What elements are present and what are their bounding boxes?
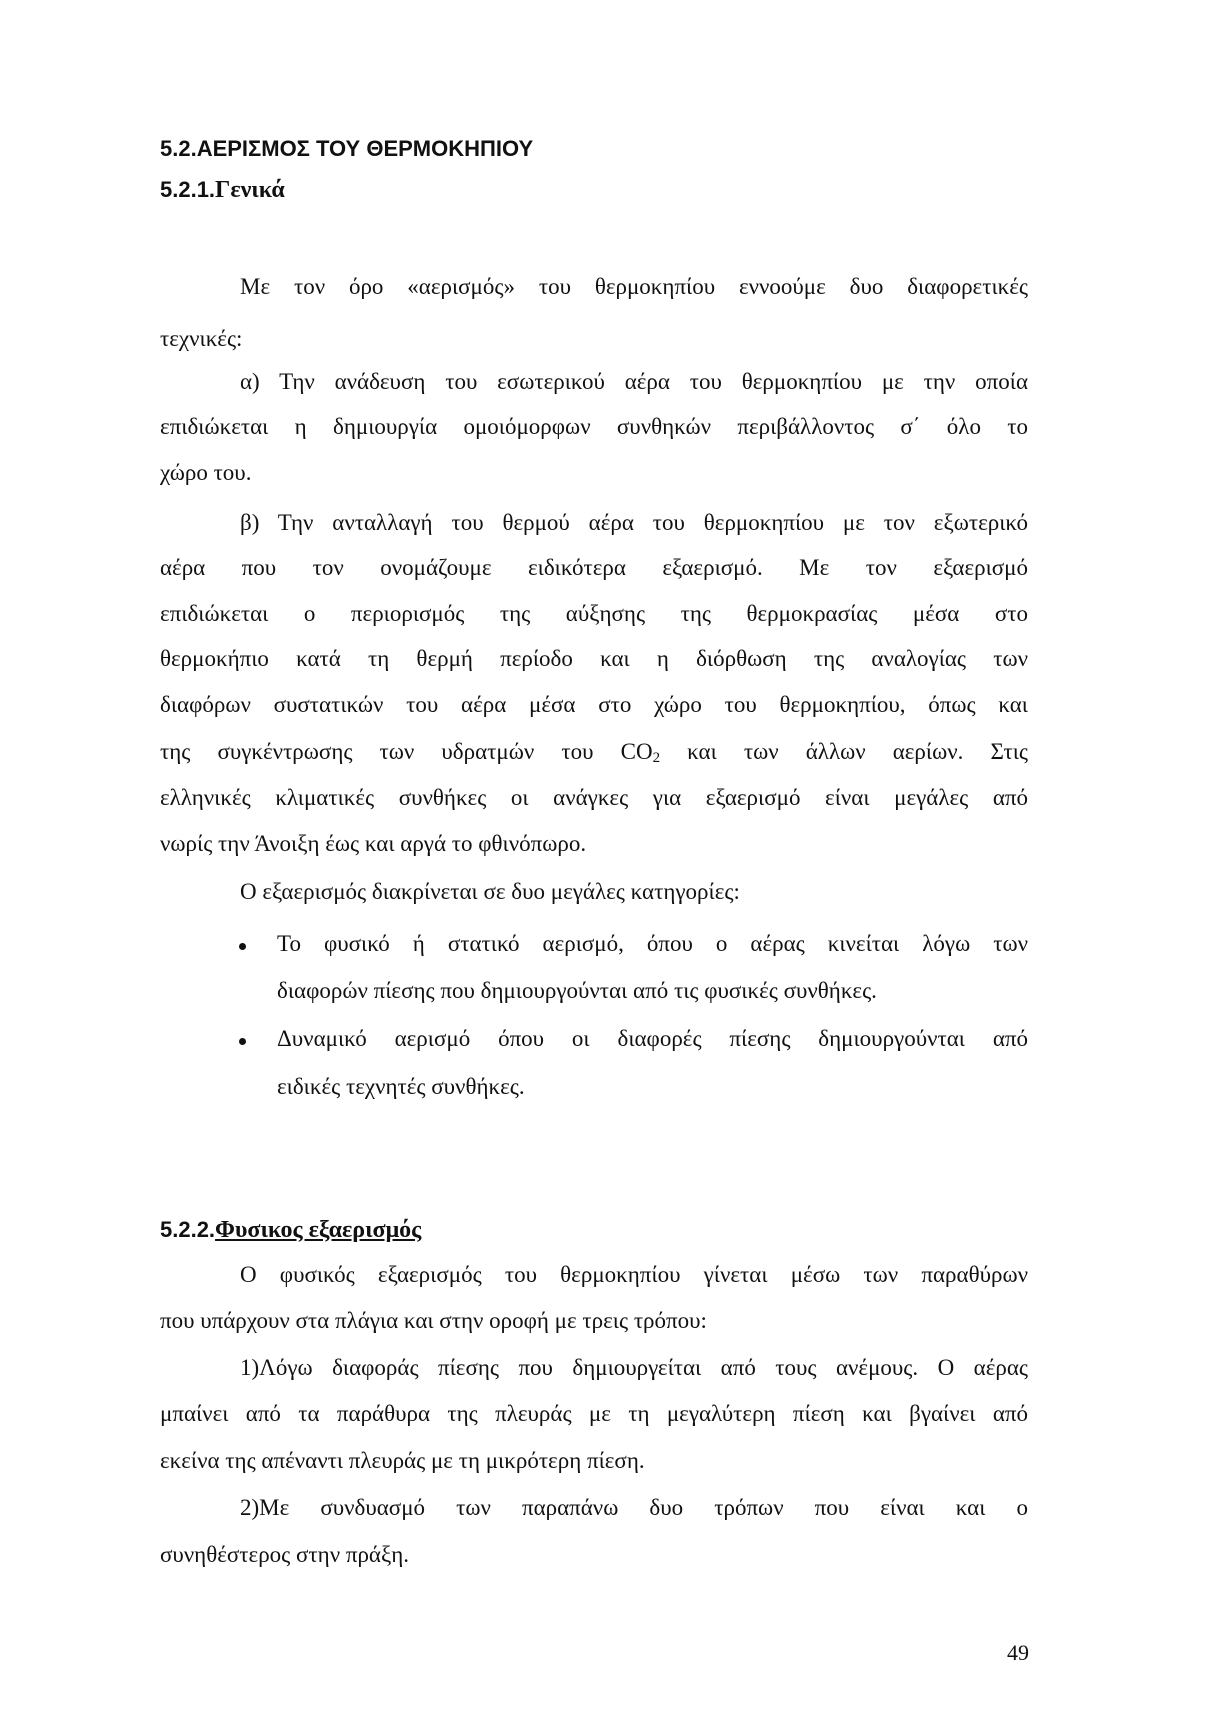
co2-subscript: 2 bbox=[652, 750, 661, 766]
item-b-line-1: β) Την ανταλλαγή του θερμού αέρα του θερμοκηπίου με τον εξωτερικό bbox=[240, 510, 1028, 535]
subsection-label: Γενικά bbox=[215, 177, 285, 203]
page-number: 49 bbox=[1007, 1640, 1029, 1665]
subsection-title-natural bbox=[160, 1215, 1028, 1245]
bullet-1-line-1: Το φυσικό ή στατικό αερισμό, όπου ο αέρας κινείται λόγω των bbox=[277, 931, 1028, 956]
subsection-number: 5.2.1. bbox=[160, 177, 216, 202]
natural-line-7: συνηθέστερος στην πράξη. bbox=[160, 1542, 410, 1567]
subsection-label: Φυσικος εξαερισμός bbox=[215, 1217, 422, 1243]
natural-line-5: εκείνα της απέναντι πλευράς με τη μικρότερη πίεση. bbox=[160, 1448, 645, 1473]
section-title: 5.2.ΑΕΡΙΣΜΟΣ ΤΟΥ ΘΕΡΜΟΚΗΠΙΟΥ bbox=[160, 136, 534, 161]
item-b-line-4: θερμοκήπιο κατά τη θερμή περίοδο και η διόρθωση της αναλογίας των bbox=[160, 646, 1028, 671]
bullet-dot bbox=[239, 1038, 246, 1045]
item-b-line-5: διαφόρων συστατικών του αέρα μέσα στο χώρο του θερμοκηπίου, όπως και bbox=[160, 692, 1028, 717]
intro-line-1: Με τον όρο «αερισμός» του θερμοκηπίου εννοούμε δυο διαφορετικές bbox=[240, 274, 1028, 299]
item-a-line-1: α) Την ανάδευση του εσωτερικού αέρα του θερμοκηπίου με την οποία bbox=[240, 369, 1028, 394]
item-b-line-6-start: της συγκέντρωσης των υδρατμών του CO bbox=[160, 739, 653, 764]
subsection-title-general bbox=[160, 175, 1028, 205]
bullet-dot bbox=[239, 943, 246, 950]
item-b-line-3: επιδιώκεται ο περιορισμός της αύξησης της θερμοκρασίας μέσα στο bbox=[160, 601, 1028, 626]
categories-intro: Ο εξαερισμός διακρίνεται σε δυο μεγάλες κατηγορίες: bbox=[240, 879, 740, 904]
natural-line-4: μπαίνει από τα παράθυρα της πλευράς με τη μεγαλύτερη πίεση και βγαίνει από bbox=[160, 1401, 1028, 1426]
bullet-1-line-2: διαφορών πίεσης που δημιουργούνται από τις φυσικές συνθήκες. bbox=[277, 978, 877, 1003]
natural-line-3: 1)Λόγω διαφοράς πίεσης που δημιουργείται από τους ανέμους. Ο αέρας bbox=[240, 1355, 1028, 1380]
item-b-line-6 bbox=[160, 737, 1028, 767]
natural-line-1: Ο φυσικός εξαερισμός του θερμοκηπίου γίνεται μέσω των παραθύρων bbox=[240, 1262, 1028, 1287]
natural-line-6: 2)Με συνδυασμό των παραπάνω δυο τρόπων που είναι και ο bbox=[240, 1495, 1028, 1520]
natural-line-2: που υπάρχουν στα πλάγια και στην οροφή με τρεις τρόπου: bbox=[160, 1308, 707, 1333]
subsection-number: 5.2.2. bbox=[160, 1217, 216, 1242]
intro-line-2: τεχνικές: bbox=[160, 326, 243, 351]
item-a-line-2: επιδιώκεται η δημιουργία ομοιόμορφων συνθηκών περιβάλλοντος σ΄ όλο το bbox=[160, 414, 1028, 439]
bullet-2-line-1: Δυναμικό αερισμό όπου οι διαφορές πίεσης δημιουργούνται από bbox=[277, 1026, 1028, 1051]
item-b-line-6-end: και των άλλων αερίων. Στις bbox=[660, 739, 1028, 764]
item-b-line-2: αέρα που τον ονομάζουμε ειδικότερα εξαερισμό. Με τον εξαερισμό bbox=[160, 555, 1028, 580]
item-b-line-7: ελληνικές κλιματικές συνθήκες οι ανάγκες για εξαερισμό είναι μεγάλες από bbox=[160, 785, 1028, 810]
item-b-line-8: νωρίς την Άνοιξη έως και αργά το φθινόπωρο. bbox=[160, 831, 587, 856]
bullet-2-line-2: ειδικές τεχνητές συνθήκες. bbox=[277, 1074, 525, 1099]
item-a-line-3: χώρο του. bbox=[160, 460, 252, 485]
